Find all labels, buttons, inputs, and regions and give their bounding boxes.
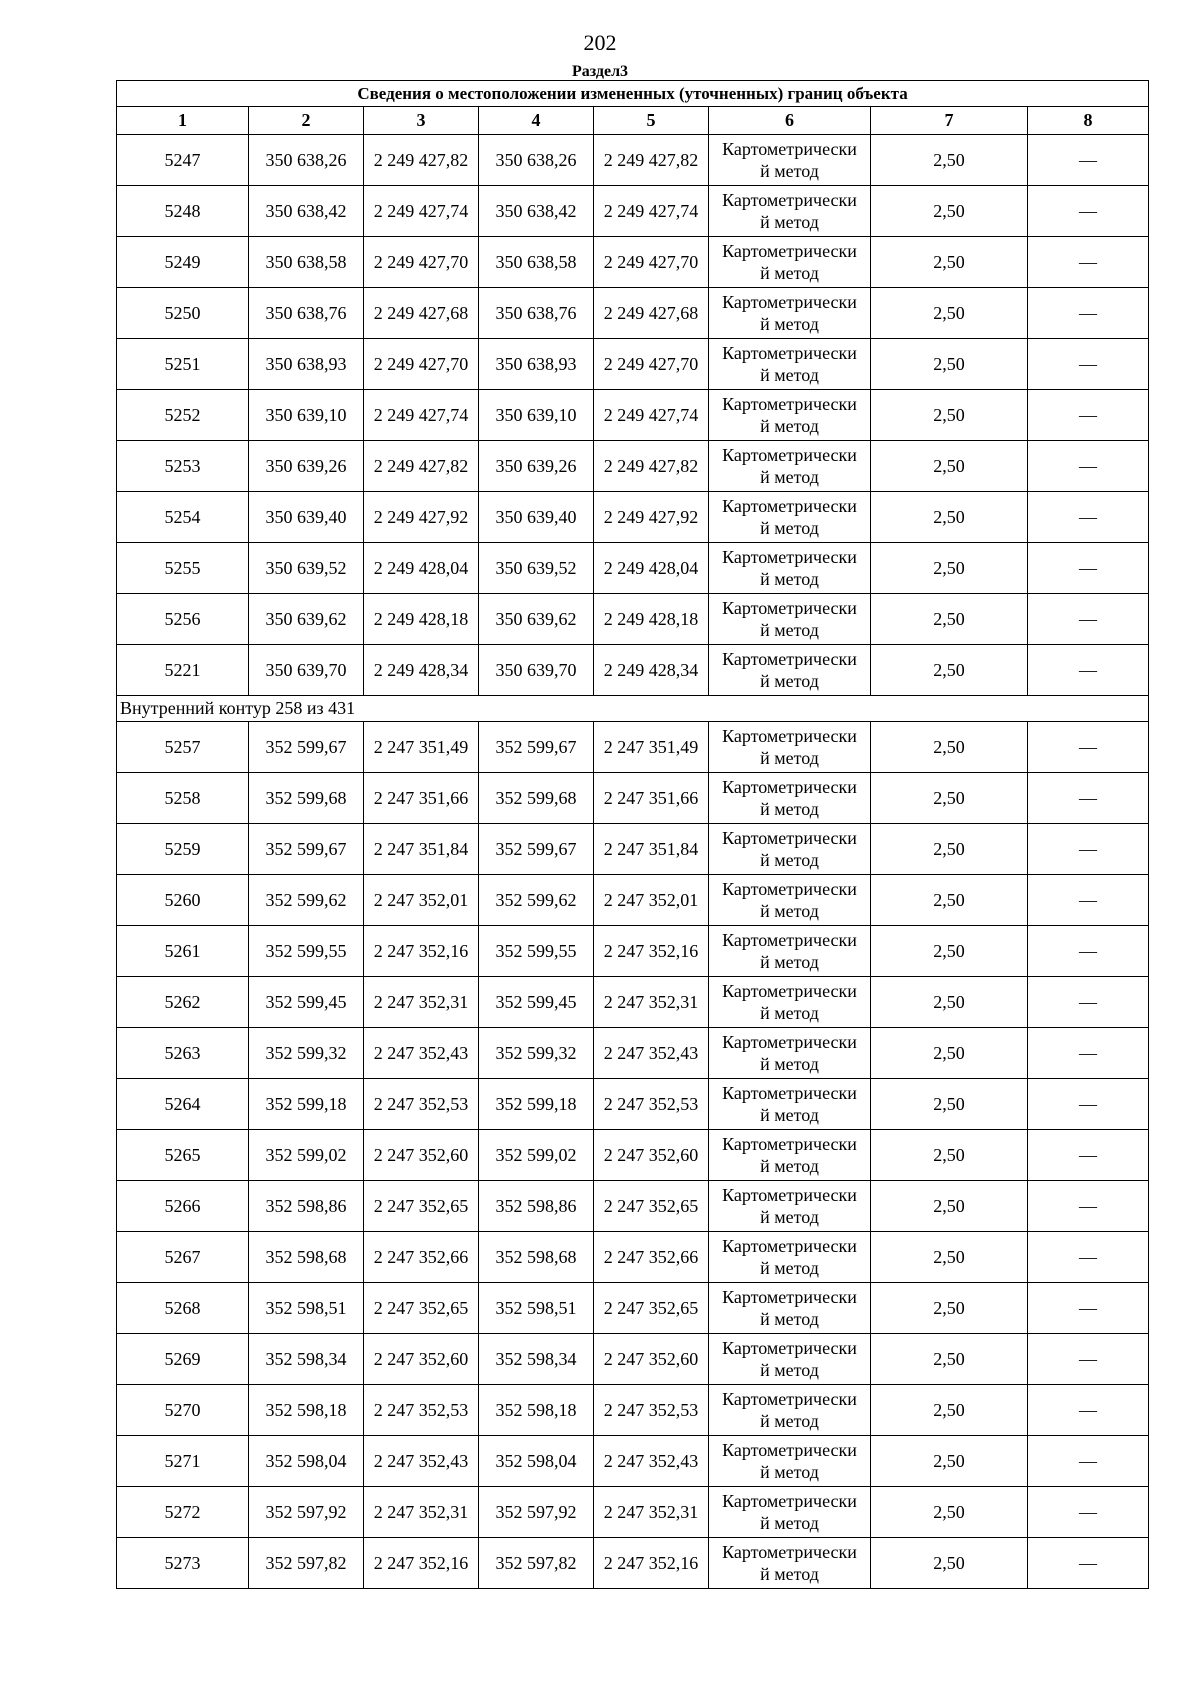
cell-y-new: 2 247 352,65 [594,1181,709,1232]
column-number: 1 [117,107,249,135]
column-number: 6 [709,107,871,135]
cell-point-number: 5258 [117,773,249,824]
cell-point-number: 5270 [117,1385,249,1436]
cell-accuracy: 2,50 [871,926,1028,977]
cell-x-old: 352 599,67 [249,722,364,773]
table-row [117,1385,1149,1436]
table-row [117,1028,1149,1079]
cell-accuracy: 2,50 [871,186,1028,237]
cell-x-old: 352 598,86 [249,1181,364,1232]
table-row [117,1130,1149,1181]
cell-x-old: 350 639,10 [249,390,364,441]
cell-x-old: 352 598,51 [249,1283,364,1334]
cell-point-number: 5249 [117,237,249,288]
cell-accuracy: 2,50 [871,722,1028,773]
cell-method: Картометрически й метод [709,339,871,390]
table-row [117,135,1149,186]
cell-x-old: 350 639,62 [249,594,364,645]
cell-note: — [1028,1334,1149,1385]
cell-point-number: 5268 [117,1283,249,1334]
table-title: Сведения о местоположении измененных (уточненных) границ объекта [117,81,1149,107]
cell-method: Картометрически й метод [709,1334,871,1385]
cell-accuracy: 2,50 [871,773,1028,824]
cell-x-old: 352 599,18 [249,1079,364,1130]
cell-note: — [1028,1130,1149,1181]
cell-x-new: 352 598,86 [479,1181,594,1232]
cell-x-new: 352 598,18 [479,1385,594,1436]
cell-y-new: 2 249 427,68 [594,288,709,339]
cell-y-new: 2 249 427,82 [594,441,709,492]
table-row [117,237,1149,288]
cell-y-old: 2 247 352,66 [364,1232,479,1283]
cell-x-new: 352 597,92 [479,1487,594,1538]
cell-point-number: 5261 [117,926,249,977]
cell-point-number: 5264 [117,1079,249,1130]
cell-point-number: 5273 [117,1538,249,1589]
cell-method: Картометрически й метод [709,237,871,288]
cell-method: Картометрически й метод [709,1538,871,1589]
cell-y-new: 2 249 428,18 [594,594,709,645]
table-row [117,1181,1149,1232]
cell-note: — [1028,977,1149,1028]
cell-note: — [1028,1283,1149,1334]
cell-point-number: 5257 [117,722,249,773]
cell-note: — [1028,339,1149,390]
cell-point-number: 5253 [117,441,249,492]
table-row [117,1538,1149,1589]
cell-note: — [1028,594,1149,645]
cell-accuracy: 2,50 [871,1079,1028,1130]
cell-accuracy: 2,50 [871,1436,1028,1487]
cell-y-old: 2 247 352,43 [364,1028,479,1079]
cell-y-old: 2 249 427,74 [364,186,479,237]
cell-x-new: 350 638,93 [479,339,594,390]
cell-method: Картометрически й метод [709,288,871,339]
table-row [117,1283,1149,1334]
cell-x-old: 352 599,62 [249,875,364,926]
cell-x-old: 350 638,58 [249,237,364,288]
table-row [117,186,1149,237]
cell-method: Картометрически й метод [709,1436,871,1487]
cell-y-old: 2 247 352,53 [364,1385,479,1436]
cell-x-new: 350 638,26 [479,135,594,186]
cell-point-number: 5250 [117,288,249,339]
table-row [117,543,1149,594]
cell-y-new: 2 247 352,66 [594,1232,709,1283]
cell-x-old: 352 599,55 [249,926,364,977]
cell-accuracy: 2,50 [871,594,1028,645]
table-row [117,875,1149,926]
cell-x-old: 352 599,02 [249,1130,364,1181]
cell-point-number: 5248 [117,186,249,237]
cell-point-number: 5271 [117,1436,249,1487]
cell-note: — [1028,875,1149,926]
cell-point-number: 5269 [117,1334,249,1385]
cell-note: — [1028,492,1149,543]
cell-note: — [1028,543,1149,594]
cell-y-new: 2 247 352,31 [594,1487,709,1538]
cell-x-old: 352 599,67 [249,824,364,875]
cell-point-number: 5267 [117,1232,249,1283]
cell-x-new: 350 638,42 [479,186,594,237]
cell-point-number: 5263 [117,1028,249,1079]
cell-y-old: 2 247 352,16 [364,1538,479,1589]
cell-y-new: 2 247 352,53 [594,1385,709,1436]
cell-y-new: 2 249 427,74 [594,390,709,441]
column-number: 3 [364,107,479,135]
cell-note: — [1028,1181,1149,1232]
cell-x-new: 352 598,68 [479,1232,594,1283]
cell-x-new: 352 599,62 [479,875,594,926]
cell-method: Картометрически й метод [709,1487,871,1538]
cell-method: Картометрически й метод [709,135,871,186]
cell-note: — [1028,645,1149,696]
table-row [117,339,1149,390]
column-number: 7 [871,107,1028,135]
cell-x-old: 352 597,82 [249,1538,364,1589]
cell-y-new: 2 247 352,43 [594,1028,709,1079]
cell-note: — [1028,1079,1149,1130]
cell-accuracy: 2,50 [871,1487,1028,1538]
cell-note: — [1028,722,1149,773]
cell-y-old: 2 247 352,60 [364,1334,479,1385]
cell-method: Картометрически й метод [709,1385,871,1436]
table-body [117,135,1149,1589]
cell-y-new: 2 249 427,70 [594,339,709,390]
table-row [117,390,1149,441]
cell-y-old: 2 247 351,49 [364,722,479,773]
cell-method: Картометрически й метод [709,390,871,441]
cell-y-new: 2 247 352,60 [594,1334,709,1385]
cell-y-new: 2 249 427,92 [594,492,709,543]
cell-accuracy: 2,50 [871,1232,1028,1283]
section-title: Раздел3 [571,63,629,80]
cell-method: Картометрически й метод [709,1130,871,1181]
cell-y-old: 2 249 428,34 [364,645,479,696]
cell-x-old: 350 639,26 [249,441,364,492]
cell-x-old: 352 599,45 [249,977,364,1028]
cell-y-new: 2 249 427,70 [594,237,709,288]
cell-point-number: 5251 [117,339,249,390]
cell-y-old: 2 247 352,65 [364,1283,479,1334]
cell-y-old: 2 249 427,70 [364,339,479,390]
cell-method: Картометрически й метод [709,824,871,875]
cell-y-old: 2 247 352,60 [364,1130,479,1181]
cell-y-new: 2 247 351,84 [594,824,709,875]
cell-x-old: 352 598,18 [249,1385,364,1436]
cell-y-new: 2 249 427,74 [594,186,709,237]
table-row [117,722,1149,773]
cell-x-old: 350 638,76 [249,288,364,339]
cell-x-old: 352 599,68 [249,773,364,824]
table-row [117,441,1149,492]
cell-y-old: 2 249 427,74 [364,390,479,441]
cell-y-old: 2 247 352,53 [364,1079,479,1130]
cell-y-new: 2 247 352,16 [594,926,709,977]
cell-x-new: 352 599,32 [479,1028,594,1079]
cell-method: Картометрически й метод [709,1181,871,1232]
cell-accuracy: 2,50 [871,135,1028,186]
cell-note: — [1028,824,1149,875]
cell-point-number: 5262 [117,977,249,1028]
cell-method: Картометрически й метод [709,977,871,1028]
cell-x-old: 352 598,34 [249,1334,364,1385]
cell-x-new: 350 639,26 [479,441,594,492]
cell-point-number: 5266 [117,1181,249,1232]
cell-y-old: 2 249 427,82 [364,135,479,186]
page-number: 202 [583,30,617,55]
cell-x-old: 352 599,32 [249,1028,364,1079]
cell-point-number: 5255 [117,543,249,594]
cell-y-new: 2 249 427,82 [594,135,709,186]
cell-accuracy: 2,50 [871,288,1028,339]
cell-x-new: 352 599,02 [479,1130,594,1181]
column-number: 2 [249,107,364,135]
cell-x-new: 352 599,68 [479,773,594,824]
table-row [117,977,1149,1028]
cell-y-old: 2 249 428,18 [364,594,479,645]
cell-point-number: 5247 [117,135,249,186]
cell-point-number: 5221 [117,645,249,696]
cell-note: — [1028,1436,1149,1487]
table-row [117,773,1149,824]
cell-x-new: 350 638,58 [479,237,594,288]
cell-accuracy: 2,50 [871,645,1028,696]
cell-x-old: 350 639,40 [249,492,364,543]
cell-point-number: 5272 [117,1487,249,1538]
cell-x-new: 352 598,51 [479,1283,594,1334]
cell-y-old: 2 249 427,70 [364,237,479,288]
cell-y-new: 2 247 351,66 [594,773,709,824]
cell-method: Картометрически й метод [709,645,871,696]
cell-x-new: 352 597,82 [479,1538,594,1589]
cell-y-new: 2 247 352,01 [594,875,709,926]
cell-y-old: 2 249 428,04 [364,543,479,594]
cell-x-old: 350 639,52 [249,543,364,594]
table-row [117,824,1149,875]
cell-method: Картометрически й метод [709,186,871,237]
cell-x-new: 350 639,40 [479,492,594,543]
cell-y-new: 2 247 352,53 [594,1079,709,1130]
cell-x-old: 350 638,93 [249,339,364,390]
cell-note: — [1028,1385,1149,1436]
cell-method: Картометрически й метод [709,543,871,594]
cell-x-old: 350 638,26 [249,135,364,186]
cell-accuracy: 2,50 [871,977,1028,1028]
cell-x-new: 350 639,52 [479,543,594,594]
cell-note: — [1028,1538,1149,1589]
cell-method: Картометрически й метод [709,1028,871,1079]
cell-point-number: 5252 [117,390,249,441]
cell-point-number: 5265 [117,1130,249,1181]
cell-note: — [1028,773,1149,824]
cell-x-new: 352 599,45 [479,977,594,1028]
cell-y-old: 2 247 352,01 [364,875,479,926]
cell-note: — [1028,288,1149,339]
cell-x-new: 350 639,10 [479,390,594,441]
cell-x-new: 352 598,04 [479,1436,594,1487]
cell-y-old: 2 249 427,92 [364,492,479,543]
cell-accuracy: 2,50 [871,543,1028,594]
cell-method: Картометрически й метод [709,722,871,773]
table-row [117,594,1149,645]
cell-accuracy: 2,50 [871,339,1028,390]
cell-note: — [1028,1487,1149,1538]
cell-note: — [1028,441,1149,492]
cell-y-old: 2 247 352,16 [364,926,479,977]
cell-method: Картометрически й метод [709,773,871,824]
cell-method: Картометрически й метод [709,1283,871,1334]
cell-y-old: 2 247 352,31 [364,977,479,1028]
cell-x-new: 350 639,62 [479,594,594,645]
cell-note: — [1028,135,1149,186]
cell-y-new: 2 249 428,34 [594,645,709,696]
table-row [117,492,1149,543]
cell-method: Картометрически й метод [709,594,871,645]
cell-note: — [1028,926,1149,977]
table-row [117,926,1149,977]
table-row [117,288,1149,339]
cell-y-new: 2 247 352,60 [594,1130,709,1181]
cell-accuracy: 2,50 [871,1538,1028,1589]
cell-accuracy: 2,50 [871,441,1028,492]
cell-accuracy: 2,50 [871,1283,1028,1334]
cell-x-new: 350 638,76 [479,288,594,339]
table-row [117,1436,1149,1487]
cell-y-old: 2 247 352,65 [364,1181,479,1232]
cell-accuracy: 2,50 [871,824,1028,875]
column-number: 4 [479,107,594,135]
cell-y-old: 2 247 352,43 [364,1436,479,1487]
cell-x-old: 350 639,70 [249,645,364,696]
contour-label: Внутренний контур 258 из 431 [117,696,1149,722]
cell-point-number: 5256 [117,594,249,645]
cell-accuracy: 2,50 [871,875,1028,926]
cell-accuracy: 2,50 [871,492,1028,543]
cell-method: Картометрически й метод [709,875,871,926]
cell-note: — [1028,1232,1149,1283]
cell-y-new: 2 249 428,04 [594,543,709,594]
cell-point-number: 5259 [117,824,249,875]
cell-note: — [1028,237,1149,288]
table-row [117,1487,1149,1538]
cell-note: — [1028,186,1149,237]
cell-y-old: 2 247 352,31 [364,1487,479,1538]
cell-x-old: 352 598,68 [249,1232,364,1283]
coordinates-table [116,80,1149,1589]
table-row [117,1334,1149,1385]
cell-accuracy: 2,50 [871,1028,1028,1079]
column-number-row [117,107,1149,135]
table-row [117,1079,1149,1130]
cell-y-old: 2 247 351,84 [364,824,479,875]
cell-accuracy: 2,50 [871,1385,1028,1436]
cell-accuracy: 2,50 [871,390,1028,441]
cell-y-new: 2 247 352,65 [594,1283,709,1334]
cell-y-old: 2 247 351,66 [364,773,479,824]
table-row [117,1232,1149,1283]
cell-x-new: 352 599,18 [479,1079,594,1130]
cell-x-new: 352 598,34 [479,1334,594,1385]
cell-y-new: 2 247 352,16 [594,1538,709,1589]
cell-method: Картометрически й метод [709,1232,871,1283]
cell-x-new: 352 599,55 [479,926,594,977]
cell-accuracy: 2,50 [871,237,1028,288]
column-number: 8 [1028,107,1149,135]
cell-accuracy: 2,50 [871,1130,1028,1181]
cell-x-old: 350 638,42 [249,186,364,237]
cell-note: — [1028,1028,1149,1079]
cell-x-old: 352 597,92 [249,1487,364,1538]
cell-y-old: 2 249 427,68 [364,288,479,339]
cell-method: Картометрически й метод [709,1079,871,1130]
column-number: 5 [594,107,709,135]
cell-y-new: 2 247 352,31 [594,977,709,1028]
cell-y-new: 2 247 352,43 [594,1436,709,1487]
table-title-row [117,81,1149,107]
cell-point-number: 5254 [117,492,249,543]
cell-method: Картометрически й метод [709,441,871,492]
cell-x-new: 352 599,67 [479,824,594,875]
cell-point-number: 5260 [117,875,249,926]
table-row [117,645,1149,696]
cell-note: — [1028,390,1149,441]
cell-method: Картометрически й метод [709,926,871,977]
cell-method: Картометрически й метод [709,492,871,543]
cell-accuracy: 2,50 [871,1181,1028,1232]
cell-accuracy: 2,50 [871,1334,1028,1385]
contour-label-row [117,696,1149,722]
cell-y-new: 2 247 351,49 [594,722,709,773]
cell-x-new: 350 639,70 [479,645,594,696]
cell-y-old: 2 249 427,82 [364,441,479,492]
cell-x-old: 352 598,04 [249,1436,364,1487]
cell-x-new: 352 599,67 [479,722,594,773]
